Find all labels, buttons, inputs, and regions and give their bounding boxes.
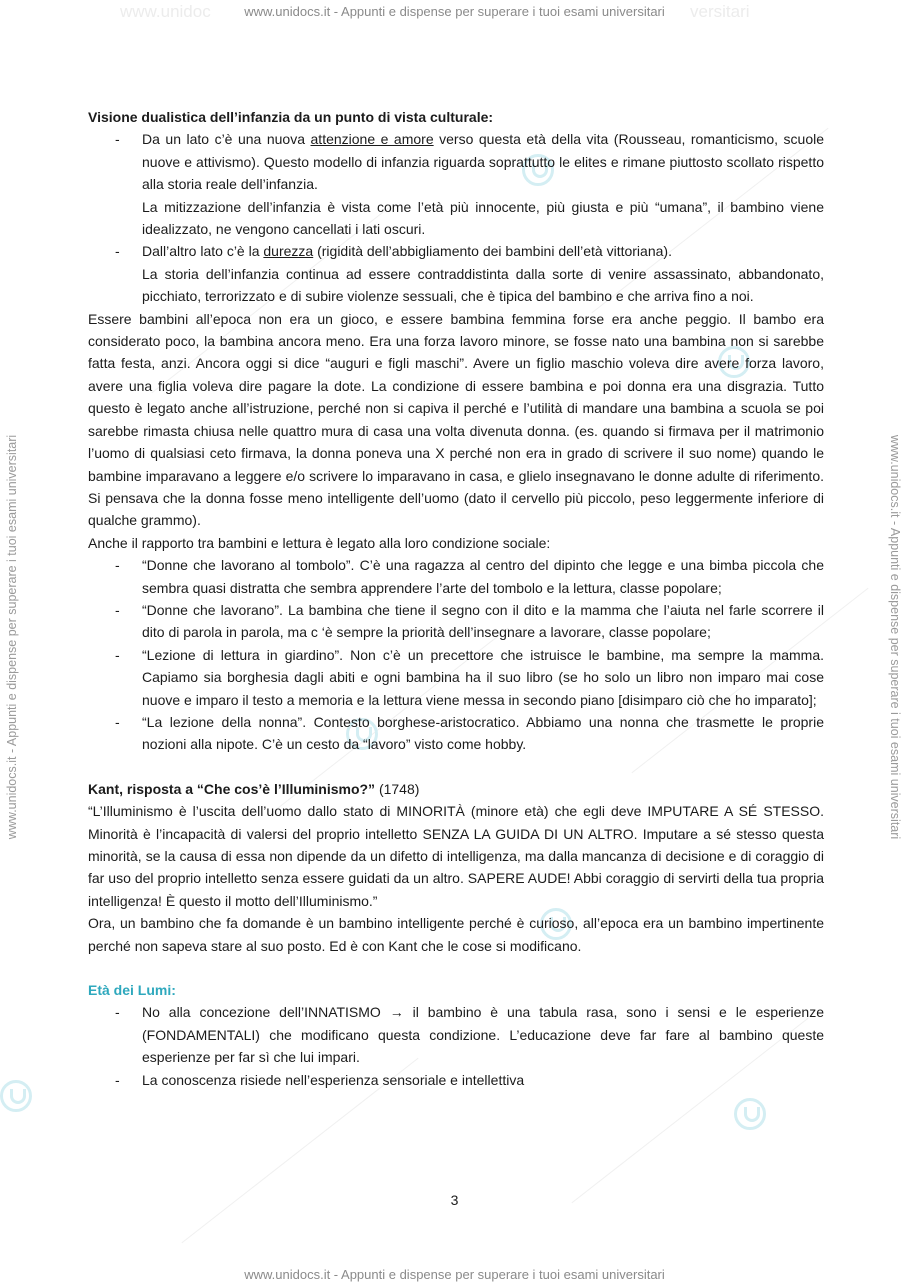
watermark-ghost-left: www.unidoc xyxy=(120,2,211,21)
section-heading-lumi: Età dei Lumi: xyxy=(88,982,176,999)
watermark-bottom: www.unidocs.it - Appunti e dispense per superare i tuoi esami universitari xyxy=(244,1267,665,1282)
section-heading-kant xyxy=(88,778,824,800)
list-item: - La conoscenza risiede nell’esperienza sensoriale e intellettiva xyxy=(88,1069,824,1091)
paragraph: Anche il rapporto tra bambini e lettura è legato alla loro condizione sociale: xyxy=(88,534,551,551)
watermark-ghost-right: versitari xyxy=(690,2,750,21)
watermark-side-left: www.unidocs.it - Appunti e dispense per superare i tuoi esami universitari xyxy=(5,434,19,840)
spacer xyxy=(88,957,824,979)
page-number: 3 xyxy=(450,1192,459,1208)
watermark-logo-icon xyxy=(734,1098,766,1130)
paintings-list xyxy=(88,554,824,756)
paragraph: Essere bambini all’epoca non era un gioco, e essere bambina femmina forse era anche peggio. Il bambo era considerato poco, la bambina ancora meno. Era una forza lavoro minore, se fosse nato una bambina non si sarebbe fatta festa, anzi. Ancora oggi si dice “auguri e figli maschi”. Avere un figlio maschio voleva dire avere forza lavoro, avere una figlia voleva dire pagare la dote. La condizione di essere bambina e poi donna era una disgrazia. Tutto questo è legato anche all’istruzione, perché non si capiva il perché e l’utilità di mandare una bambina a scuola se poi sarebbe rimasta chiusa nelle quattro mura di casa una volta divenuta donna. (es. quando si firmava per il matrimonio l’uomo di qualsiasi ceto firmava, la donna poneva una X perché non era in grado di scrivere il suo nome) quando le bambine imparavano a leggere e/o scrivere lo imparavano in casa, e glielo insegnavano le donne adulte di riferimento. Si pensava che la donna fosse meno intelligente dell’uomo (dato il cervello più piccolo, peso leggermente inferiore di qualche grammo). xyxy=(88,310,824,529)
heading-text: Kant, risposta a “Che cos’è l’Illuminismo?” xyxy=(88,780,376,797)
text: verso questa età della vita (Rousseau, romanticismo, scuole nuove e attivismo). Questo modello di infanzia riguarda soprattutto le elites e rimane piuttosto scollato rispetto alla storia reale dell’infanzia. xyxy=(142,131,825,193)
watermark-logo-icon xyxy=(0,1080,32,1112)
lumi-list xyxy=(88,1001,824,1091)
list-item-continuation: La mitizzazione dell’infanzia è vista come l’età più innocente, più giusta e più “umana”, il bambino viene idealizzato, ne vengono cancellati i lati oscuri. xyxy=(142,198,824,238)
list-item: - “Lezione di lettura in giardino”. Non c’è un precettore che istruisce le bambine, ma sempre la mamma. Capiamo sia borghesia dagli abiti e ogni bambina ha il suo libro (se ho solo un libro non imparo mai cose nuove e imparo il testo a memoria e la lettura viene messa in secondo piano [disimparo ciò che ho imparato]; xyxy=(88,644,824,711)
list-item-continuation: La storia dell’infanzia continua ad essere contraddistinta dalla sorte di venire assassinato, abbandonato, picchiato, terrorizzato e di subire violenze sessuali, che è tipica del bambino e che arriva fino a noi. xyxy=(142,265,824,305)
underlined-text: attenzione e amore xyxy=(310,131,434,148)
document-body xyxy=(88,106,824,1091)
underlined-text: durezza xyxy=(263,243,314,260)
list-item: - “La lezione della nonna”. Contesto borghese-aristocratico. Abbiamo una nonna che trasmette le proprie nozioni alla nipote. C’è un cesto da “lavoro” visto come hobby. xyxy=(88,711,824,756)
watermark-top: www.unidocs.it - Appunti e dispense per superare i tuoi esami universitari xyxy=(244,4,665,19)
heading-year: (1748) xyxy=(375,780,420,797)
spacer xyxy=(88,756,824,778)
text: Dall’altro lato c’è la xyxy=(142,243,264,260)
text: Da un lato c’è una nuova xyxy=(142,131,311,148)
list-item xyxy=(88,240,824,307)
list-item: - “Donne che lavorano al tombolo”. C’è una ragazza al centro del dipinto che legge e una bimba piccola che sembra quasi distratta che sembra apprendere l’arte del tombolo e la lettura, classe popolare; xyxy=(88,554,824,599)
paragraph: Ora, un bambino che fa domande è un bambino intelligente perché è curioso, all’epoca era un bambino impertinente perché non sapeva stare al suo posto. Ed è con Kant che le cose si modificano. xyxy=(88,915,824,954)
text: (rigidità dell’abbigliamento dei bambini dell’età vittoriana). xyxy=(313,243,672,260)
section-heading-visione: Visione dualistica dell’infanzia da un punto di vista culturale: xyxy=(88,109,494,125)
dualistic-list xyxy=(88,128,824,307)
list-item xyxy=(88,128,824,240)
kant-quote: “L’Illuminismo è l’uscita dell’uomo dallo stato di MINORITÀ (minore età) che egli deve IMPUTARE A SÉ STESSO. Minorità è l’incapacità di valersi del proprio intelletto SENZA LA GUIDA DI UN ALTRO. Imputare a sé stesso questa minorità, se la causa di essa non dipende da un difetto di intelligenza, ma dalla mancanza di decisione e di coraggio di far uso del proprio intelletto senza essere guidati da un altro. SAPERE AUDE! Abbi coraggio di servirti della tua propria intelligenza! È questo il motto dell’Illuminismo.” xyxy=(88,803,824,909)
watermark-side-right: www.unidocs.it - Appunti e dispense per superare i tuoi esami universitari xyxy=(888,434,902,840)
list-item: - “Donne che lavorano”. La bambina che tiene il segno con il dito e la mamma che l’aiuta nel farle scorrere il dito di parola in parola, ma c ‘è sempre la priorità dell’insegnare a lavorare, classe popolare; xyxy=(88,599,824,644)
list-item: - No alla concezione dell’INNATISMO → il bambino è una tabula rasa, sono i sensi e le esperienze (FONDAMENTALI) che modificano questa condizione. L’educazione deve far fare al bambino queste esperienze per far sì che lui impari. xyxy=(88,1001,824,1068)
